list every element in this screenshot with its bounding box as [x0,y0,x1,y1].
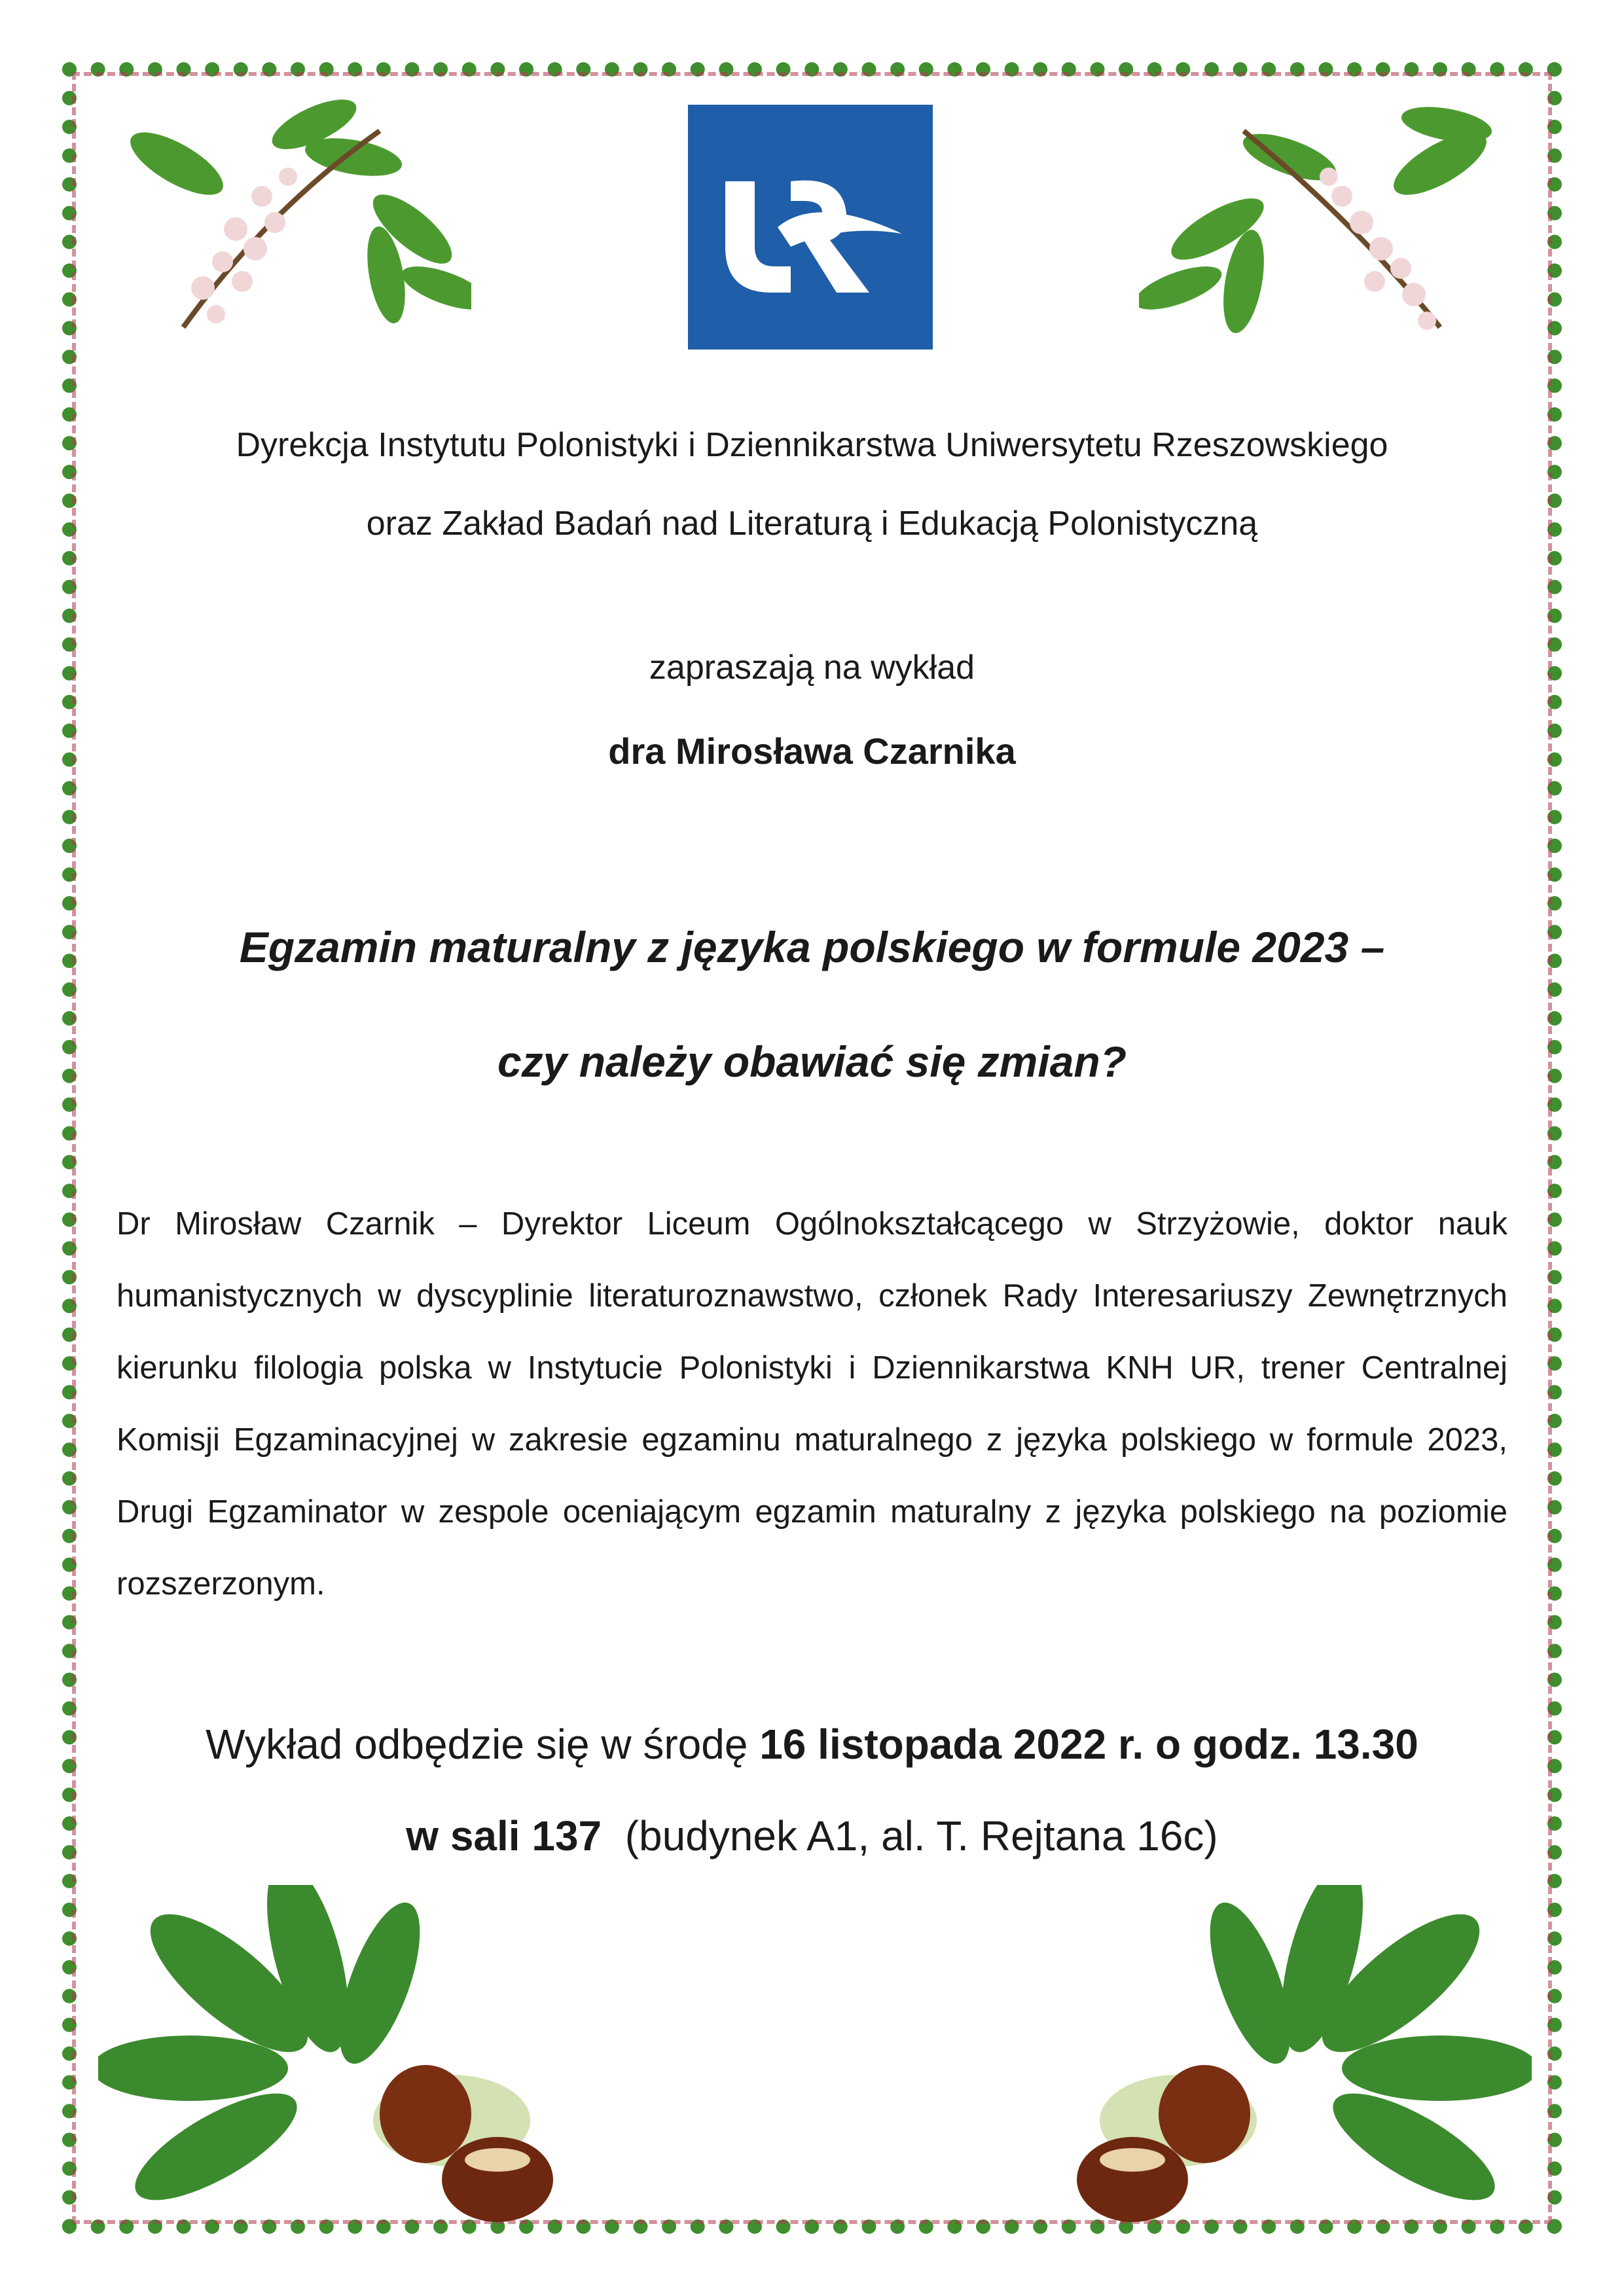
chestnut-blossom-ornament-top-left [105,79,471,353]
schedule-date-time: 16 listopada 2022 r. o godz. 13.30 [759,1721,1418,1768]
organizers-line-1: Dyrekcja Instytutu Polonistyki i Dziennikarstwa Uniwersytetu Rzeszowskiego [236,426,1388,464]
schedule-line-2 [111,1790,1513,1882]
lecture-schedule [111,1698,1513,1882]
organizers [111,406,1513,563]
speaker-name: dra Mirosława Czarnika [608,730,1016,772]
university-logo [688,105,933,350]
schedule-line-1 [111,1698,1513,1790]
chestnut-blossom-ornament-top-right [1139,79,1519,353]
chestnut-leaf-ornament-bottom-left [98,1885,569,2225]
lecture-title [111,890,1513,1119]
speaker-bio: Dr Mirosław Czarnik – Dyrektor Liceum Ogólnokształcącego w Strzyżowie, doktor nauk humanistycznych w dyscyplinie literaturoznawstwo, członek Rady Interesariuszy Zewnętrznych kierunku filologia polska w Instytucie Polonistyki i Dziennikarstwa KNH UR, trener Centralnej Komisji Egzaminacyjnej w zakresie egzaminu maturalnego z języka polskiego w formule 2023, Drugi Egzaminator w zespole oceniającym egzamin maturalny z języka polskiego na poziomie rozszerzonym. [117,1206,1507,1602]
schedule-room: w sali 137 [406,1812,602,1859]
lecture-title-line-2: czy należy obawiać się zmian? [497,1037,1127,1086]
schedule-location: (budynek A1, al. T. Rejtana 16c) [602,1812,1218,1859]
invitation-text: zapraszają na wykład [649,649,975,687]
lecture-title-line-1: Egzamin maturalny z języka polskiego w formule 2023 – [239,923,1385,971]
schedule-prefix: Wykład odbędzie się w środę [206,1721,760,1768]
organizers-line-2: oraz Zakład Badań nad Literaturą i Edukacją Polonistyczną [366,505,1258,543]
chestnut-leaf-ornament-bottom-right [1060,1885,1532,2225]
ur-logo-mark [712,155,909,299]
